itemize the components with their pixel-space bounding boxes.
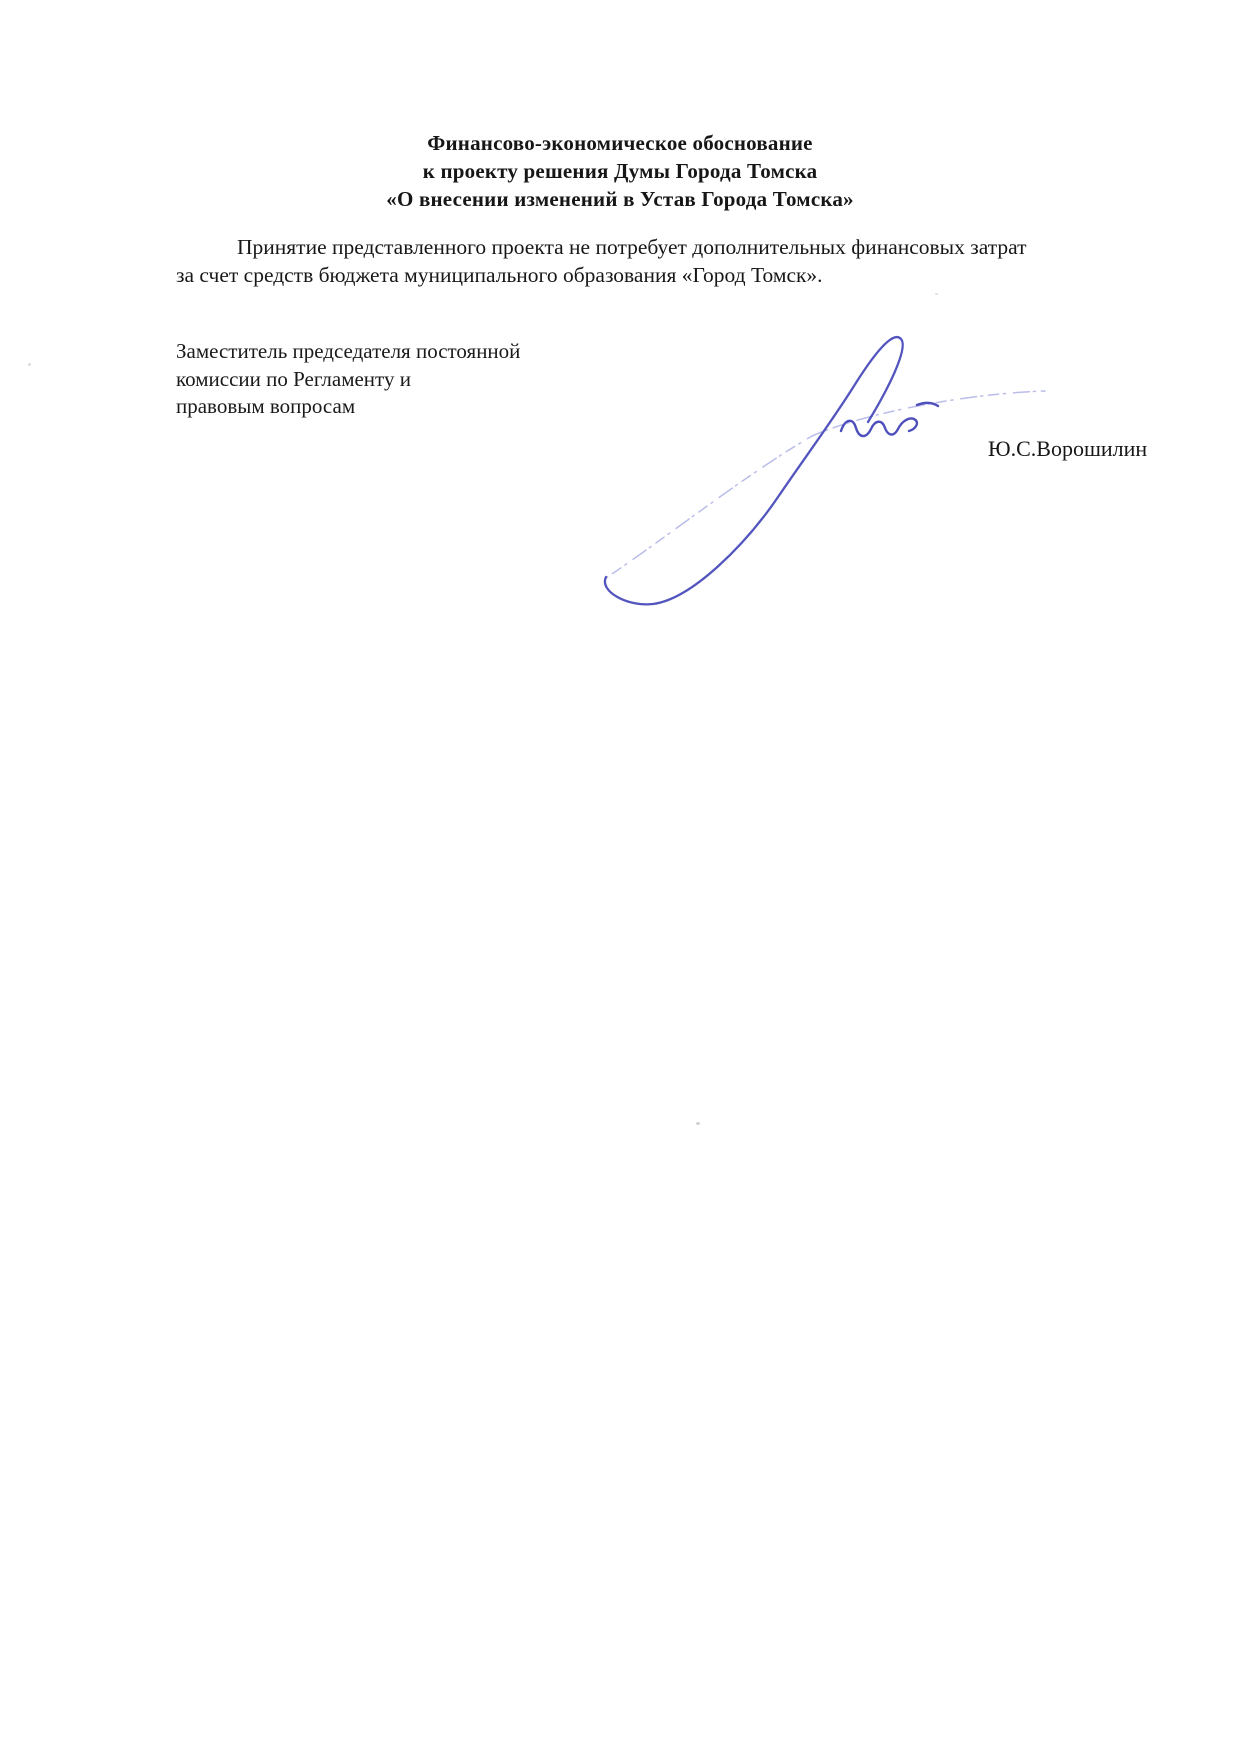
signer-name: Ю.С.Ворошилин: [988, 436, 1148, 461]
doc-title: [0, 129, 1240, 213]
scan-noise-dot: [696, 1122, 700, 1125]
scan-noise-dot: [935, 293, 938, 295]
signature-stroke-faint: [606, 391, 1045, 578]
signoff-line-1: Заместитель председателя постоянной: [176, 339, 521, 363]
signoff-line-2: комиссии по Регламенту и: [176, 366, 411, 391]
title-line-3: «О внесении изменений в Устав Города Томска»: [386, 187, 854, 211]
body-paragraph: [176, 234, 1076, 289]
signature-stroke-letters: [841, 403, 938, 436]
signoff-line-3: правовым вопросам: [176, 394, 356, 419]
scan-noise-dot: [28, 363, 31, 366]
signoff-position: [176, 338, 520, 421]
title-line-1: Финансово-экономическое обоснование: [427, 131, 813, 155]
title-line-2: к проекту решения Думы Города Томска: [422, 159, 818, 183]
body-line-2: за счет средств бюджета муниципального образования «Город Томск».: [176, 262, 823, 287]
body-line-1: Принятие представленного проекта не потребует дополнительных финансовых затрат: [237, 235, 1027, 259]
signature-stroke-main: [605, 337, 903, 604]
